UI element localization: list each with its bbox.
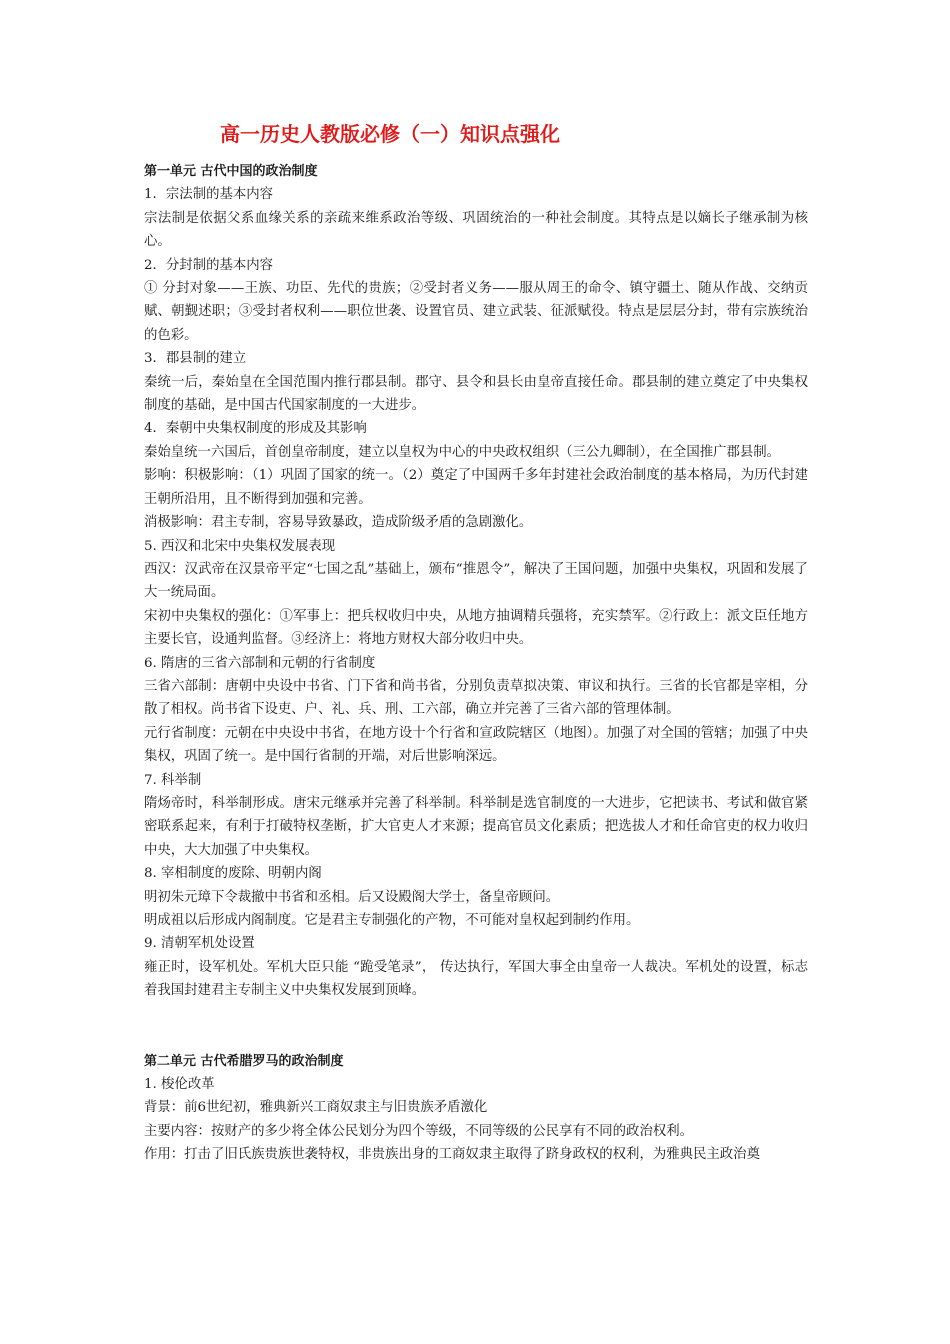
section-heading: 6. 隋唐的三省六部制和元朝的行省制度 — [144, 655, 376, 671]
section-heading: 3．郡县制的建立 — [144, 351, 247, 367]
section-heading: 8. 宰相制度的废除、明朝内阁 — [144, 866, 322, 882]
section-spacer — [144, 1003, 808, 1050]
section-heading: 5. 西汉和北宋中央集权发展表现 — [144, 538, 336, 554]
paragraph: 明成祖以后形成内阁制度。它是君主专制强化的产物，不可能对皇权起到制约作用。 — [144, 913, 640, 928]
paragraph: 雍正时，设军机处。军机大臣只能 “跪受笔录”， 传达执行，军国大事全由皇帝一人裁决。军机处的设置，标志着我国封建君主专制主义中央集权发展到顶峰。 — [144, 959, 808, 999]
paragraph: 宗法制是依据父系血缘关系的亲疏来维系政治等级、巩固统治的一种社会制度。其特点是以嫡长子继承制为核心。 — [144, 210, 808, 250]
section-heading: 1．宗法制的基本内容 — [144, 187, 274, 203]
section-heading: 1. 梭伦改革 — [144, 1077, 215, 1093]
section-heading: 4．秦朝中央集权制度的形成及其影响 — [144, 421, 367, 437]
paragraph: 作用：打击了旧氏族贵族世袭特权，非贵族出身的工商奴隶主取得了跻身政权的权利，为雅典民主政治奠 — [144, 1147, 760, 1163]
paragraph: 隋炀帝时，科举制形成。唐宋元继承并完善了科举制。科举制是选官制度的一大进步，它把读书、考试和做官紧密联系起来，有利于打破特权垄断，扩大官吏人才来源；提高官员文化素质；把选拔人才和任命官吏的权力收归中央，大大加强了中央集权。 — [144, 795, 808, 858]
paragraph: 西汉：汉武帝在汉景帝平定“七国之乱”基础上，颁布“推恩令”，解决了王国问题，加强中央集权，巩固和发展了大一统局面。 — [144, 561, 808, 601]
paragraph: 影响：积极影响：（1）巩固了国家的统一。（2）奠定了中国两千多年封建社会政治制度的基本格局，为历代封建王朝所沿用，且不断得到加强和完善。 — [144, 468, 808, 507]
document-body — [144, 160, 808, 1167]
paragraph: ① 分封对象——王族、功臣、先代的贵族；②受封者义务——服从周王的命令、镇守疆土、随从作战、交纳贡赋、朝觐述职；③受封者权利——职位世袭、设置官员、建立武装、征派赋役。特点是层层分封，带有宗族统治的色彩。 — [144, 281, 808, 343]
paragraph: 宋初中央集权的强化：①军事上：把兵权收归中央，从地方抽调精兵强将，充实禁军。②行政上：派文臣任地方主要长官，设通判监督。③经济上：将地方财权大部分收归中央。 — [144, 608, 808, 648]
paragraph: 主要内容：按财产的多少将全体公民划分为四个等级，不同等级的公民享有不同的政治权利。 — [144, 1123, 694, 1139]
paragraph: 消极影响：君主专制，容易导致暴政，造成阶级矛盾的急剧激化。 — [144, 515, 533, 531]
paragraph: 三省六部制：唐朝中央设中书省、门下省和尚书省，分别负责草拟决策、审议和执行。三省的长官都是宰相，分散了相权。尚书省下设吏、户、礼、兵、刑、工六部，确立并完善了三省六部的管理体制。 — [144, 678, 808, 718]
section-heading: 9. 清朝军机处设置 — [144, 936, 255, 952]
unit-1-heading: 第一单元 古代中国的政治制度 — [144, 164, 318, 179]
paragraph: 元行省制度：元朝在中央设中书省，在地方设十个行省和宣政院辖区（地图）。加强了对全国的管辖；加强了中央集权，巩固了统一。是中国行省制的开端，对后世影响深远。 — [144, 725, 808, 765]
paragraph: 背景：前6世纪初，雅典新兴工商奴隶主与旧贵族矛盾激化 — [144, 1100, 488, 1116]
paragraph: 秦统一后，秦始皇在全国范围内推行郡县制。郡守、县令和县长由皇帝直接任命。郡县制的建立奠定了中央集权制度的基础，是中国古代国家制度的一大进步。 — [144, 374, 808, 414]
document-title: 高一历史人教版必修（一）知识点强化 — [220, 122, 560, 146]
paragraph: 秦始皇统一六国后，首创皇帝制度，建立以皇权为中心的中央政权组织（三公九卿制），在全国推广郡县制。 — [144, 444, 781, 460]
paragraph: 明初朱元璋下令裁撤中书省和丞相。后又设殿阁大学士，备皇帝顾问。 — [144, 889, 560, 905]
section-heading: 7. 科举制 — [144, 772, 202, 788]
section-heading: 2．分封制的基本内容 — [144, 257, 274, 273]
unit-2-heading: 第二单元 古代希腊罗马的政治制度 — [144, 1053, 344, 1069]
